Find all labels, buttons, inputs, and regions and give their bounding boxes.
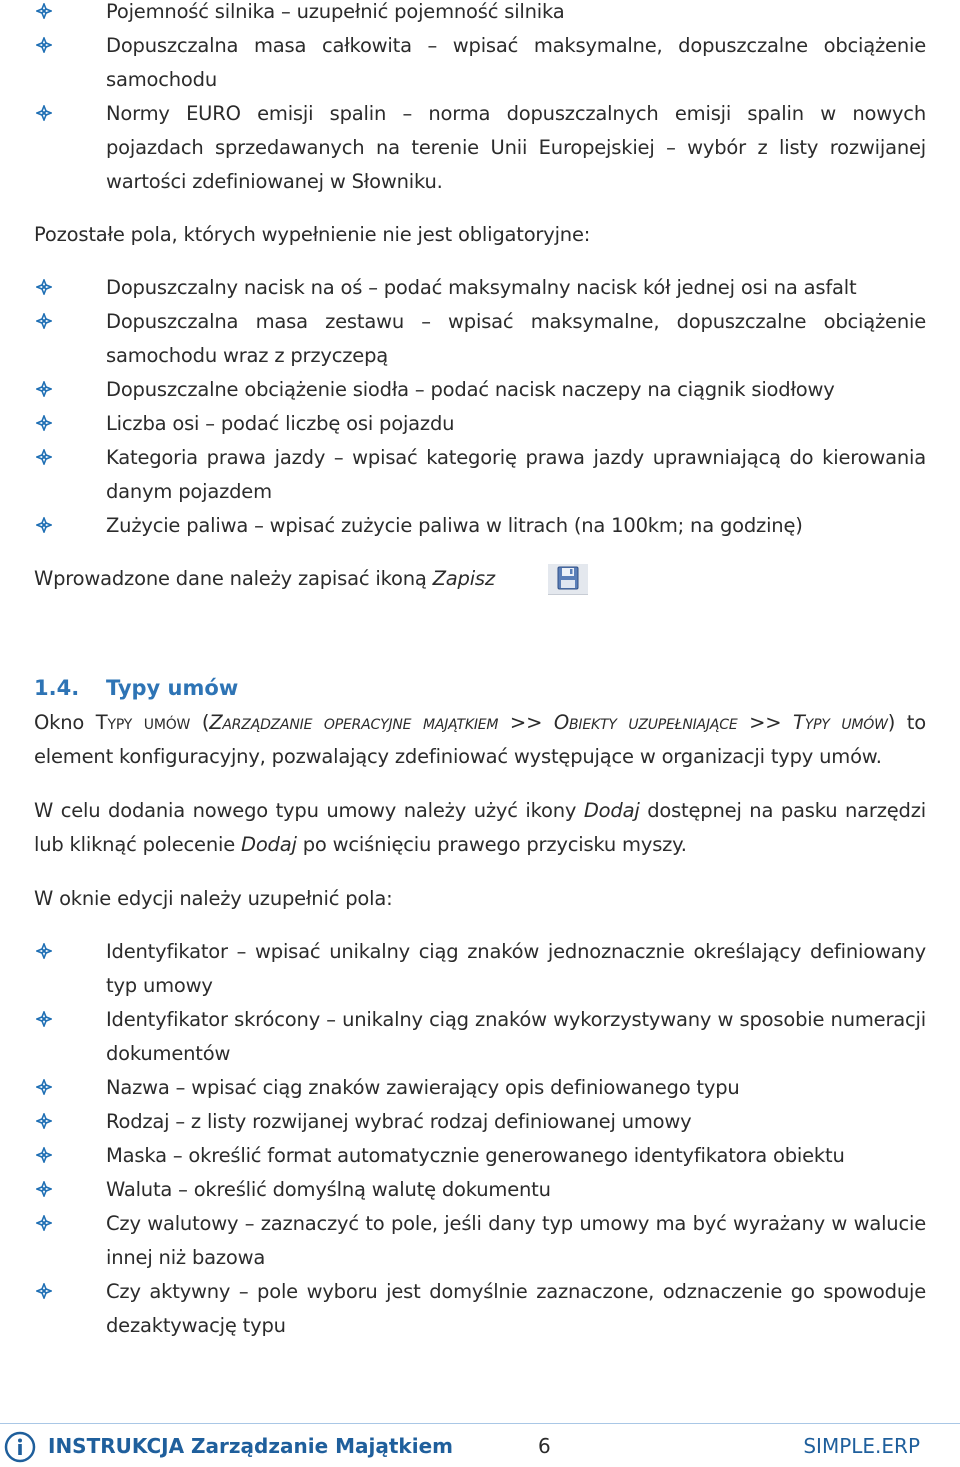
save-label: Zapisz [432, 567, 495, 590]
list-item: Czy walutowy – zaznaczyć to pole, jeśli dany typ umowy ma być wyrażany w walucie innej niż bazowa [34, 1207, 926, 1275]
brand-name: SIMPLE.ERP [803, 1434, 920, 1458]
list-item: Liczba osi – podać liczbę osi pojazdu [34, 407, 926, 441]
list-item: Zużycie paliwa – wpisać zużycie paliwa w litrach (na 100km; na godzinę) [34, 509, 926, 543]
list-item: Dopuszczalne obciążenie siodła – podać nacisk naczepy na ciągnik siodłowy [34, 373, 926, 407]
diamond-bullet-icon [36, 1011, 52, 1027]
list-item: Identyfikator skrócony – unikalny ciąg znaków wykorzystywany w sposobie numeracji dokumentów [34, 1003, 926, 1071]
diamond-bullet-icon [36, 381, 52, 397]
edit-window-intro: W oknie edycji należy uzupełnić pola: [34, 887, 393, 910]
section-heading: 1.4. Typy umów [34, 676, 239, 700]
footer-divider [0, 1423, 960, 1424]
list-item: Nazwa – wpisać ciąg znaków zawierający opis definiowanego typu [34, 1071, 926, 1105]
diamond-bullet-icon [36, 37, 52, 53]
list-item: Dopuszczalny nacisk na oś – podać maksymalny nacisk kół jednej osi na asfalt [34, 271, 926, 305]
diamond-bullet-icon [36, 1283, 52, 1299]
window-description: Okno Typy umów (Zarządzanie operacyjne majątkiem >> Obiekty uzupełniające >> Typy umów) to element konfiguracyjny, pozwalający zdefiniować występujące w organizacji typy umów. [34, 711, 926, 768]
list-item: Waluta – określić domyślną walutę dokumentu [34, 1173, 926, 1207]
diamond-bullet-icon [36, 105, 52, 121]
list-item: Rodzaj – z listy rozwijanej wybrać rodzaj definiowanej umowy [34, 1105, 926, 1139]
list-item: Czy aktywny – pole wyboru jest domyślnie zaznaczone, odznaczenie go spowoduje dezaktywację typu [34, 1275, 926, 1343]
diamond-bullet-icon [36, 313, 52, 329]
footer-title: INSTRUKCJA Zarządzanie Majątkiem [48, 1434, 453, 1458]
list-item: Identyfikator – wpisać unikalny ciąg znaków jednoznacznie określający definiowany typ umowy [34, 935, 926, 1003]
diamond-bullet-icon [36, 279, 52, 295]
diamond-bullet-icon [36, 415, 52, 431]
list-item: Kategoria prawa jazdy – wpisać kategorię prawa jazdy uprawniającą do kierowania danym pojazdem [34, 441, 926, 509]
list-item: Dopuszczalna masa zestawu – wpisać maksymalne, dopuszczalne obciążenie samochodu wraz z przyczepą [34, 305, 926, 373]
optional-fields-intro: Pozostałe pola, których wypełnienie nie jest obligatoryjne: [34, 223, 591, 246]
diamond-bullet-icon [36, 1113, 52, 1129]
list-item: Maska – określić format automatycznie generowanego identyfikatora obiektu [34, 1139, 926, 1173]
floppy-disk-icon [548, 564, 588, 594]
list-item: Dopuszczalna masa całkowita – wpisać maksymalne, dopuszczalne obciążenie samochodu [34, 29, 926, 97]
diamond-bullet-icon [36, 1079, 52, 1095]
page-footer [0, 1430, 960, 1466]
diamond-bullet-icon [36, 1181, 52, 1197]
info-icon [4, 1431, 36, 1463]
list-item: Pojemność silnika – uzupełnić pojemność silnika [34, 0, 926, 29]
diamond-bullet-icon [36, 517, 52, 533]
page-number: 6 [538, 1434, 551, 1458]
bullet-list-required-fields [34, 0, 926, 199]
list-item: Normy EURO emisji spalin – norma dopuszczalnych emisji spalin w nowych pojazdach sprzedawanych na terenie Unii Europejskiej – wybór z listy rozwijanej wartości zdefiniowanej w Słowniku. [34, 97, 926, 199]
bullet-list-edit-fields [34, 935, 926, 1343]
add-type-instructions: W celu dodania nowego typu umowy należy użyć ikony Dodaj dostępnej na pasku narzędzi lub kliknąć polecenie Dodaj po wciśnięciu prawego przycisku myszy. [34, 799, 926, 856]
bullet-list-optional-fields [34, 271, 926, 543]
save-note: Wprowadzone dane należy zapisać ikoną Zapisz [34, 567, 495, 590]
save-icon[interactable] [548, 564, 588, 595]
diamond-bullet-icon [36, 3, 52, 19]
diamond-bullet-icon [36, 943, 52, 959]
diamond-bullet-icon [36, 1215, 52, 1231]
diamond-bullet-icon [36, 449, 52, 465]
diamond-bullet-icon [36, 1147, 52, 1163]
